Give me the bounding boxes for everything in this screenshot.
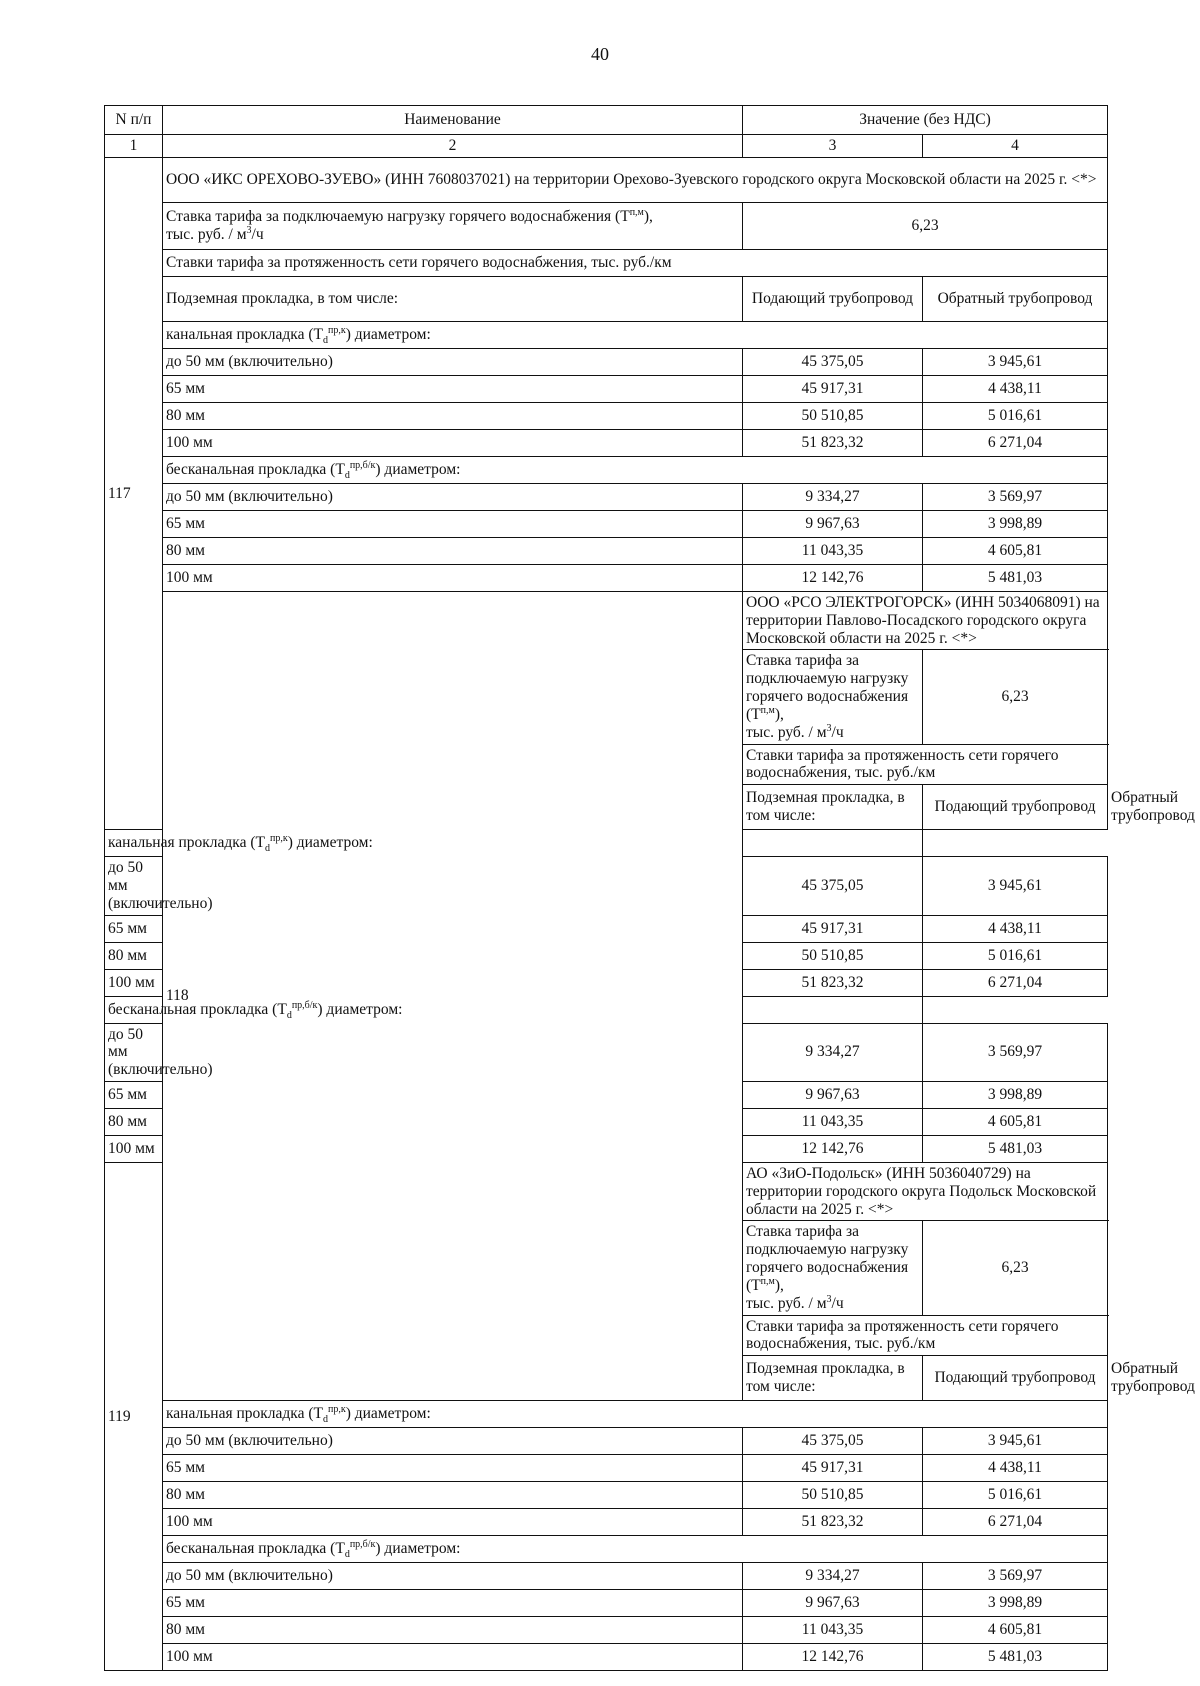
rate-unit-superscript: 3 [826,722,832,734]
diameter-label: до 50 мм (включительно) [163,484,743,511]
rate-unit-superscript: 3 [826,1293,832,1305]
return-value: 5 481,03 [923,1136,1108,1163]
channelless-heading-row [105,457,1108,484]
channelless-heading-superscript: пр,б/к [349,1539,376,1551]
rate-value: 6,23 [743,203,1108,250]
rate-label-text: Ставка тарифа за подключаемую нагрузку горячего водоснабжения (Т [166,208,630,226]
rate-unit-text: тыс. руб. / м [746,723,827,741]
channelless-diameter-row [105,1617,1108,1644]
entry-number: 117 [105,158,163,830]
rate-unit-text: /ч [831,723,844,741]
channel-heading-superscript: пр,к [327,1404,346,1416]
supply-value: 51 823,32 [743,430,923,457]
underground-label: Подземная прокладка, в том числе: [743,785,923,830]
channel-heading-subscript: d [322,335,328,347]
supply-value: 45 375,05 [743,1428,923,1455]
rate-label-superscript: п,м [760,704,775,716]
channelless-diameter-row [105,511,1108,538]
channel-heading-text: ) диаметром: [345,326,431,344]
return-value: 3 945,61 [923,1428,1108,1455]
entry-title-row [105,592,1108,650]
rate-label-text: Ставка тарифа за подключаемую нагрузку горячего водоснабжения (Т [746,1223,909,1294]
column-index: 3 [743,135,923,158]
return-value: 5 016,61 [923,942,1108,969]
channel-diameter-row [105,349,1108,376]
table-header-row [105,106,1108,135]
rate-label [743,1221,923,1315]
diameter-label: 80 мм [163,1617,743,1644]
supply-value: 45 917,31 [743,376,923,403]
rate-label-text: ), [774,705,784,723]
entry-title: ООО «ИКС ОРЕХОВО-ЗУЕВО» (ИНН 7608037021) на территории Орехово-Зуевского городского округа Московской области на 2025 г. <*> [163,158,1108,203]
network-heading: Ставки тарифа за протяженность сети горячего водоснабжения, тыс. руб./км [743,1315,1108,1356]
rate-unit-text: тыс. руб. / м [166,226,247,243]
supply-value: 12 142,76 [743,565,923,592]
rate-unit-text: /ч [831,1294,844,1312]
channel-heading-superscript: пр,к [269,833,288,845]
underground-label: Подземная прокладка, в том числе: [163,277,743,322]
channel-heading-subscript: d [264,843,270,855]
channel-diameter-row [105,1455,1108,1482]
diameter-label: 65 мм [163,376,743,403]
channelless-diameter-row [105,538,1108,565]
network-heading-row [105,250,1108,277]
supply-value: 9 967,63 [743,511,923,538]
channel-heading [163,1401,1108,1428]
supply-value: 12 142,76 [743,1644,923,1671]
channelless-heading-text: бесканальная прокладка (T [166,461,345,479]
return-value: 5 481,03 [923,565,1108,592]
channelless-heading-subscript: d [286,1009,292,1021]
supply-value: 9 334,27 [743,1563,923,1590]
return-value: 5 481,03 [923,1644,1108,1671]
supply-pipe-header: Подающий трубопровод [743,277,923,322]
channel-heading [105,830,923,857]
channel-heading-text: канальная прокладка (T [166,326,323,344]
channel-heading-subscript: d [322,1414,328,1426]
return-value: 6 271,04 [923,1509,1108,1536]
channelless-diameter-row [105,1563,1108,1590]
channelless-heading-text: бесканальная прокладка (T [166,1540,345,1558]
diameter-label: 65 мм [163,1455,743,1482]
return-value: 3 945,61 [923,857,1108,915]
supply-value: 45 375,05 [743,857,923,915]
supply-value: 9 334,27 [743,484,923,511]
channelless-heading-row [105,1536,1108,1563]
diameter-label: 100 мм [105,969,163,996]
supply-value: 11 043,35 [743,1109,923,1136]
channel-heading-superscript: пр,к [327,324,346,336]
channelless-heading-text: ) диаметром: [317,1000,403,1018]
diameter-label: 100 мм [163,565,743,592]
return-value: 3 998,89 [923,511,1108,538]
channelless-heading-superscript: пр,б/к [349,459,376,471]
header-number: N п/п [105,106,163,135]
return-value: 4 438,11 [923,1455,1108,1482]
supply-value: 9 967,63 [743,1082,923,1109]
supply-value: 9 967,63 [743,1590,923,1617]
rate-unit-text: тыс. руб. / м [746,1294,827,1312]
page-number: 40 [591,44,609,64]
diameter-label: 100 мм [163,1644,743,1671]
supply-value: 11 043,35 [743,1617,923,1644]
entry-number: 119 [105,1163,163,1671]
channel-diameter-row [105,430,1108,457]
entry-title: ООО «РСО ЭЛЕКТРОГОРСК» (ИНН 5034068091) на территории Павлово-Посадского городского округа Московской области на 2025 г. <*> [743,592,1108,650]
channelless-diameter-row [105,484,1108,511]
underground-row [105,277,1108,322]
diameter-label: 80 мм [105,1109,163,1136]
return-value: 3 569,97 [923,1563,1108,1590]
return-value: 3 998,89 [923,1082,1108,1109]
channel-heading-text: канальная прокладка (T [166,1405,323,1423]
rate-label-text: ), [774,1276,784,1294]
supply-value: 45 917,31 [743,915,923,942]
diameter-label: 80 мм [105,942,163,969]
entry-number: 118 [163,592,743,1401]
channelless-heading-subscript: d [344,1549,350,1561]
entry-title-row [105,158,1108,203]
return-value: 4 605,81 [923,1109,1108,1136]
diameter-label: до 50 мм (включительно) [163,1563,743,1590]
underground-row: Подземная прокладка, в том числе: Подающий трубопровод Обратный трубопровод [105,1356,1108,1401]
supply-value: 51 823,32 [743,969,923,996]
diameter-label: до 50 мм (включительно) [163,1428,743,1455]
channelless-heading [163,1536,1108,1563]
supply-value: 45 917,31 [743,1455,923,1482]
return-value: 6 271,04 [923,430,1108,457]
underground-label: Подземная прокладка, в том числе: [743,1356,923,1401]
return-value: 3 945,61 [923,349,1108,376]
supply-value: 45 375,05 [743,349,923,376]
diameter-label: 100 мм [163,430,743,457]
diameter-label: 65 мм [105,1082,163,1109]
rate-label-text: Ставка тарифа за подключаемую нагрузку горячего водоснабжения (Т [746,652,909,723]
supply-value: 50 510,85 [743,942,923,969]
channelless-diameter-row [105,1644,1108,1671]
diameter-label: 80 мм [163,538,743,565]
diameter-label: 80 мм [163,403,743,430]
column-index: 2 [163,135,743,158]
diameter-label: до 50 мм (включительно) [105,1023,163,1081]
return-value: 4 605,81 [923,538,1108,565]
channel-diameter-row [105,376,1108,403]
entry-title: АО «ЗиО-Подольск» (ИНН 5036040729) на территории городского округа Подольск Московской области на 2025 г. <*> [743,1163,1108,1221]
rate-label [163,203,743,250]
column-index-row [105,135,1108,158]
channel-heading-text: ) диаметром: [287,834,373,852]
network-heading: Ставки тарифа за протяженность сети горячего водоснабжения, тыс. руб./км [743,744,1108,785]
channel-diameter-row [105,1482,1108,1509]
return-value: 4 605,81 [923,1617,1108,1644]
rate-unit-superscript: 3 [246,224,252,236]
return-value: 4 438,11 [923,915,1108,942]
channel-heading-text: ) диаметром: [345,1405,431,1423]
channel-diameter-row [105,1509,1108,1536]
rate-label-superscript: п,м [629,207,644,219]
tariff-table [104,105,1195,1671]
rate-unit-text: /ч [251,226,264,243]
column-index: 1 [105,135,163,158]
return-value: 3 998,89 [923,1590,1108,1617]
return-value: 5 016,61 [923,1482,1108,1509]
supply-value: 50 510,85 [743,1482,923,1509]
channelless-heading-text: бесканальная прокладка (T [108,1000,287,1018]
return-value: 5 016,61 [923,403,1108,430]
channel-heading-row [105,830,1108,857]
rate-row [105,203,1108,250]
diameter-label: 80 мм [163,1482,743,1509]
channel-diameter-row [105,1428,1108,1455]
rate-label [743,650,923,744]
channelless-heading [105,996,923,1023]
channel-heading-row [105,322,1108,349]
diameter-label: 100 мм [163,1509,743,1536]
diameter-label: 100 мм [105,1136,163,1163]
channelless-heading-text: ) диаметром: [375,1540,461,1558]
diameter-label: до 50 мм (включительно) [163,349,743,376]
column-index: 4 [923,135,1108,158]
supply-value: 11 043,35 [743,538,923,565]
header-name: Наименование [163,106,743,135]
channelless-diameter-row [105,1590,1108,1617]
channelless-heading-row [105,996,1108,1023]
supply-pipe-header: Подающий трубопровод [923,1356,1108,1401]
return-value: 4 438,11 [923,376,1108,403]
channelless-heading-superscript: пр,б/к [291,999,318,1011]
channel-heading-text: канальная прокладка (T [108,834,265,852]
supply-value: 9 334,27 [743,1023,923,1081]
diameter-label: 65 мм [163,511,743,538]
return-value: 3 569,97 [923,1023,1108,1081]
channel-heading [163,322,1108,349]
supply-pipe-header: Подающий трубопровод [923,785,1108,830]
diameter-label: 65 мм [163,1590,743,1617]
channel-heading-row [105,1401,1108,1428]
channelless-diameter-row [105,565,1108,592]
rate-label-text: ), [643,208,653,226]
rate-value: 6,23 [923,650,1108,744]
supply-value: 51 823,32 [743,1509,923,1536]
return-value: 3 569,97 [923,484,1108,511]
channelless-heading-subscript: d [344,470,350,482]
network-heading: Ставки тарифа за протяженность сети горячего водоснабжения, тыс. руб./км [163,250,1108,277]
channelless-heading-text: ) диаметром: [375,461,461,479]
supply-value: 50 510,85 [743,403,923,430]
return-value: 6 271,04 [923,969,1108,996]
rate-label-superscript: п,м [760,1275,775,1287]
channel-diameter-row [105,403,1108,430]
table-body [105,158,1195,1671]
header-value: Значение (без НДС) [743,106,1108,135]
diameter-label: до 50 мм (включительно) [105,857,163,915]
underground-row: Подземная прокладка, в том числе: Подающий трубопровод Обратный трубопровод [105,785,1108,830]
channelless-heading [163,457,1108,484]
supply-value: 12 142,76 [743,1136,923,1163]
rate-value: 6,23 [923,1221,1108,1315]
diameter-label: 65 мм [105,915,163,942]
return-pipe-header: Обратный трубопровод [923,277,1108,322]
